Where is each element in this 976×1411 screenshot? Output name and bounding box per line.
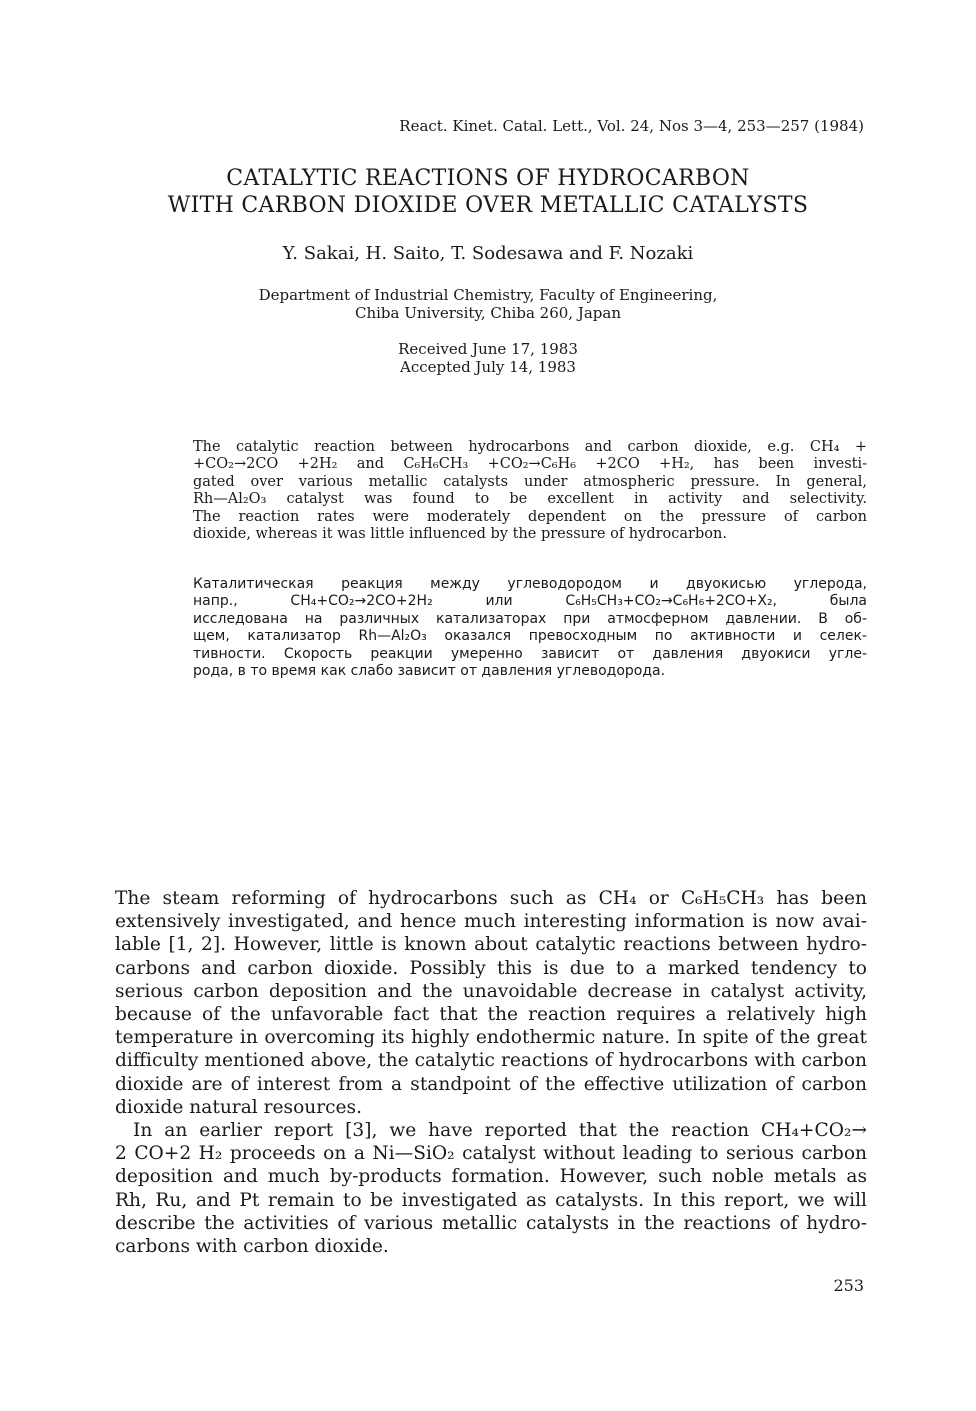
abstract-line: +CO₂→2CO +2H₂ and C₆H₆CH₃ +CO₂→C₆H₆ +2CO +H₂, has been investi- (193, 456, 867, 473)
body-line: dioxide natural resources. (115, 1096, 362, 1118)
title-line: WITH CARBON DIOXIDE OVER METALLIC CATALYSTS (167, 193, 809, 218)
body-line: temperature in overcoming its highly endothermic nature. In spite of the great (115, 1027, 867, 1049)
accepted-date: Accepted July 14, 1983 (400, 358, 576, 376)
abstract-russian (193, 576, 867, 680)
page-number: 253 (833, 1276, 864, 1295)
abstract-line: напр., CH₄+CO₂→2CO+2H₂ или C₆H₅CH₃+CO₂→C₆H₆+2CO+X₂, была (193, 593, 867, 610)
body-line: difficulty mentioned above, the catalytic reactions of hydrocarbons with carbon (115, 1050, 867, 1072)
abstract-line: The catalytic reaction between hydrocarbons and carbon dioxide, e.g. CH₄ + (193, 439, 867, 455)
body-line: In an earlier report [3], we have reported that the reaction CH₄+CO₂→ (133, 1120, 867, 1142)
journal-citation: React. Kinet. Catal. Lett., Vol. 24, Nos 3—4, 253—257 (1984) (399, 117, 864, 135)
abstract-line: The reaction rates were moderately dependent on the pressure of carbon (193, 508, 867, 525)
body-line: Rh, Ru, and Pt remain to be investigated as catalysts. In this report, we will (115, 1189, 867, 1211)
body-line: lable [1, 2]. However, little is known about catalytic reactions between hydro- (115, 934, 867, 956)
body-line: The steam reforming of hydrocarbons such as CH₄ or C₆H₅CH₃ has been (115, 888, 867, 909)
author-list: Y. Sakai, H. Saito, T. Sodesawa and F. Nozaki (282, 243, 694, 264)
title-line: CATALYTIC REACTIONS OF HYDROCARBON (226, 166, 750, 191)
abstract-line: рода, в то время как слабо зависит от давления углеводорода. (193, 663, 666, 680)
paper-title (0, 165, 976, 219)
body-line: 2 CO+2 H₂ proceeds on a Ni—SiO₂ catalyst without leading to serious carbon (115, 1143, 867, 1165)
abstract-line: тивности. Скорость реакции умеренно зависит от давления двуокиси угле- (193, 645, 867, 662)
abstract-line: Rh—Al₂O₃ catalyst was found to be excellent in activity and selectivity. (193, 491, 867, 508)
body-line: because of the unfavorable fact that the reaction requires a relatively high (115, 1004, 867, 1026)
body-paragraph-2 (115, 1119, 867, 1258)
abstract-line: gated over various metallic catalysts under atmospheric pressure. In general, (193, 473, 867, 490)
abstract-line: dioxide, whereas it was little influenced by the pressure of hydrocarbon. (193, 526, 727, 543)
abstract-line: Каталитическая реакция между углеводородом и двуокисью углерода, (193, 576, 867, 592)
submission-dates (0, 340, 976, 376)
abstract-line: щем, катализатор Rh—Al₂O₃ оказался превосходным по активности и селек- (193, 628, 867, 645)
abstract-line: исследована на различных катализаторах при атмосферном давлении. В об- (193, 610, 867, 627)
body-line: dioxide are of interest from a standpoint of the effective utilization of carbon (115, 1073, 867, 1095)
body-line: extensively investigated, and hence much interesting information is now avai- (115, 911, 867, 933)
body-text (115, 887, 867, 1258)
affiliation-line: Chiba University, Chiba 260, Japan (355, 304, 621, 322)
body-line: serious carbon deposition and the unavoidable decrease in catalyst activity, (115, 980, 867, 1002)
affiliation (0, 286, 976, 322)
body-line: carbons with carbon dioxide. (115, 1236, 389, 1258)
body-line: deposition and much by-products formation. However, such noble metals as (115, 1166, 867, 1188)
body-paragraph-1 (115, 887, 867, 1119)
received-date: Received June 17, 1983 (398, 340, 578, 358)
affiliation-line: Department of Industrial Chemistry, Faculty of Engineering, (258, 286, 718, 304)
body-line: carbons and carbon dioxide. Possibly this is due to a marked tendency to (115, 957, 867, 979)
body-line: describe the activities of various metallic catalysts in the reactions of hydro- (115, 1212, 867, 1234)
abstract-english (193, 439, 867, 543)
